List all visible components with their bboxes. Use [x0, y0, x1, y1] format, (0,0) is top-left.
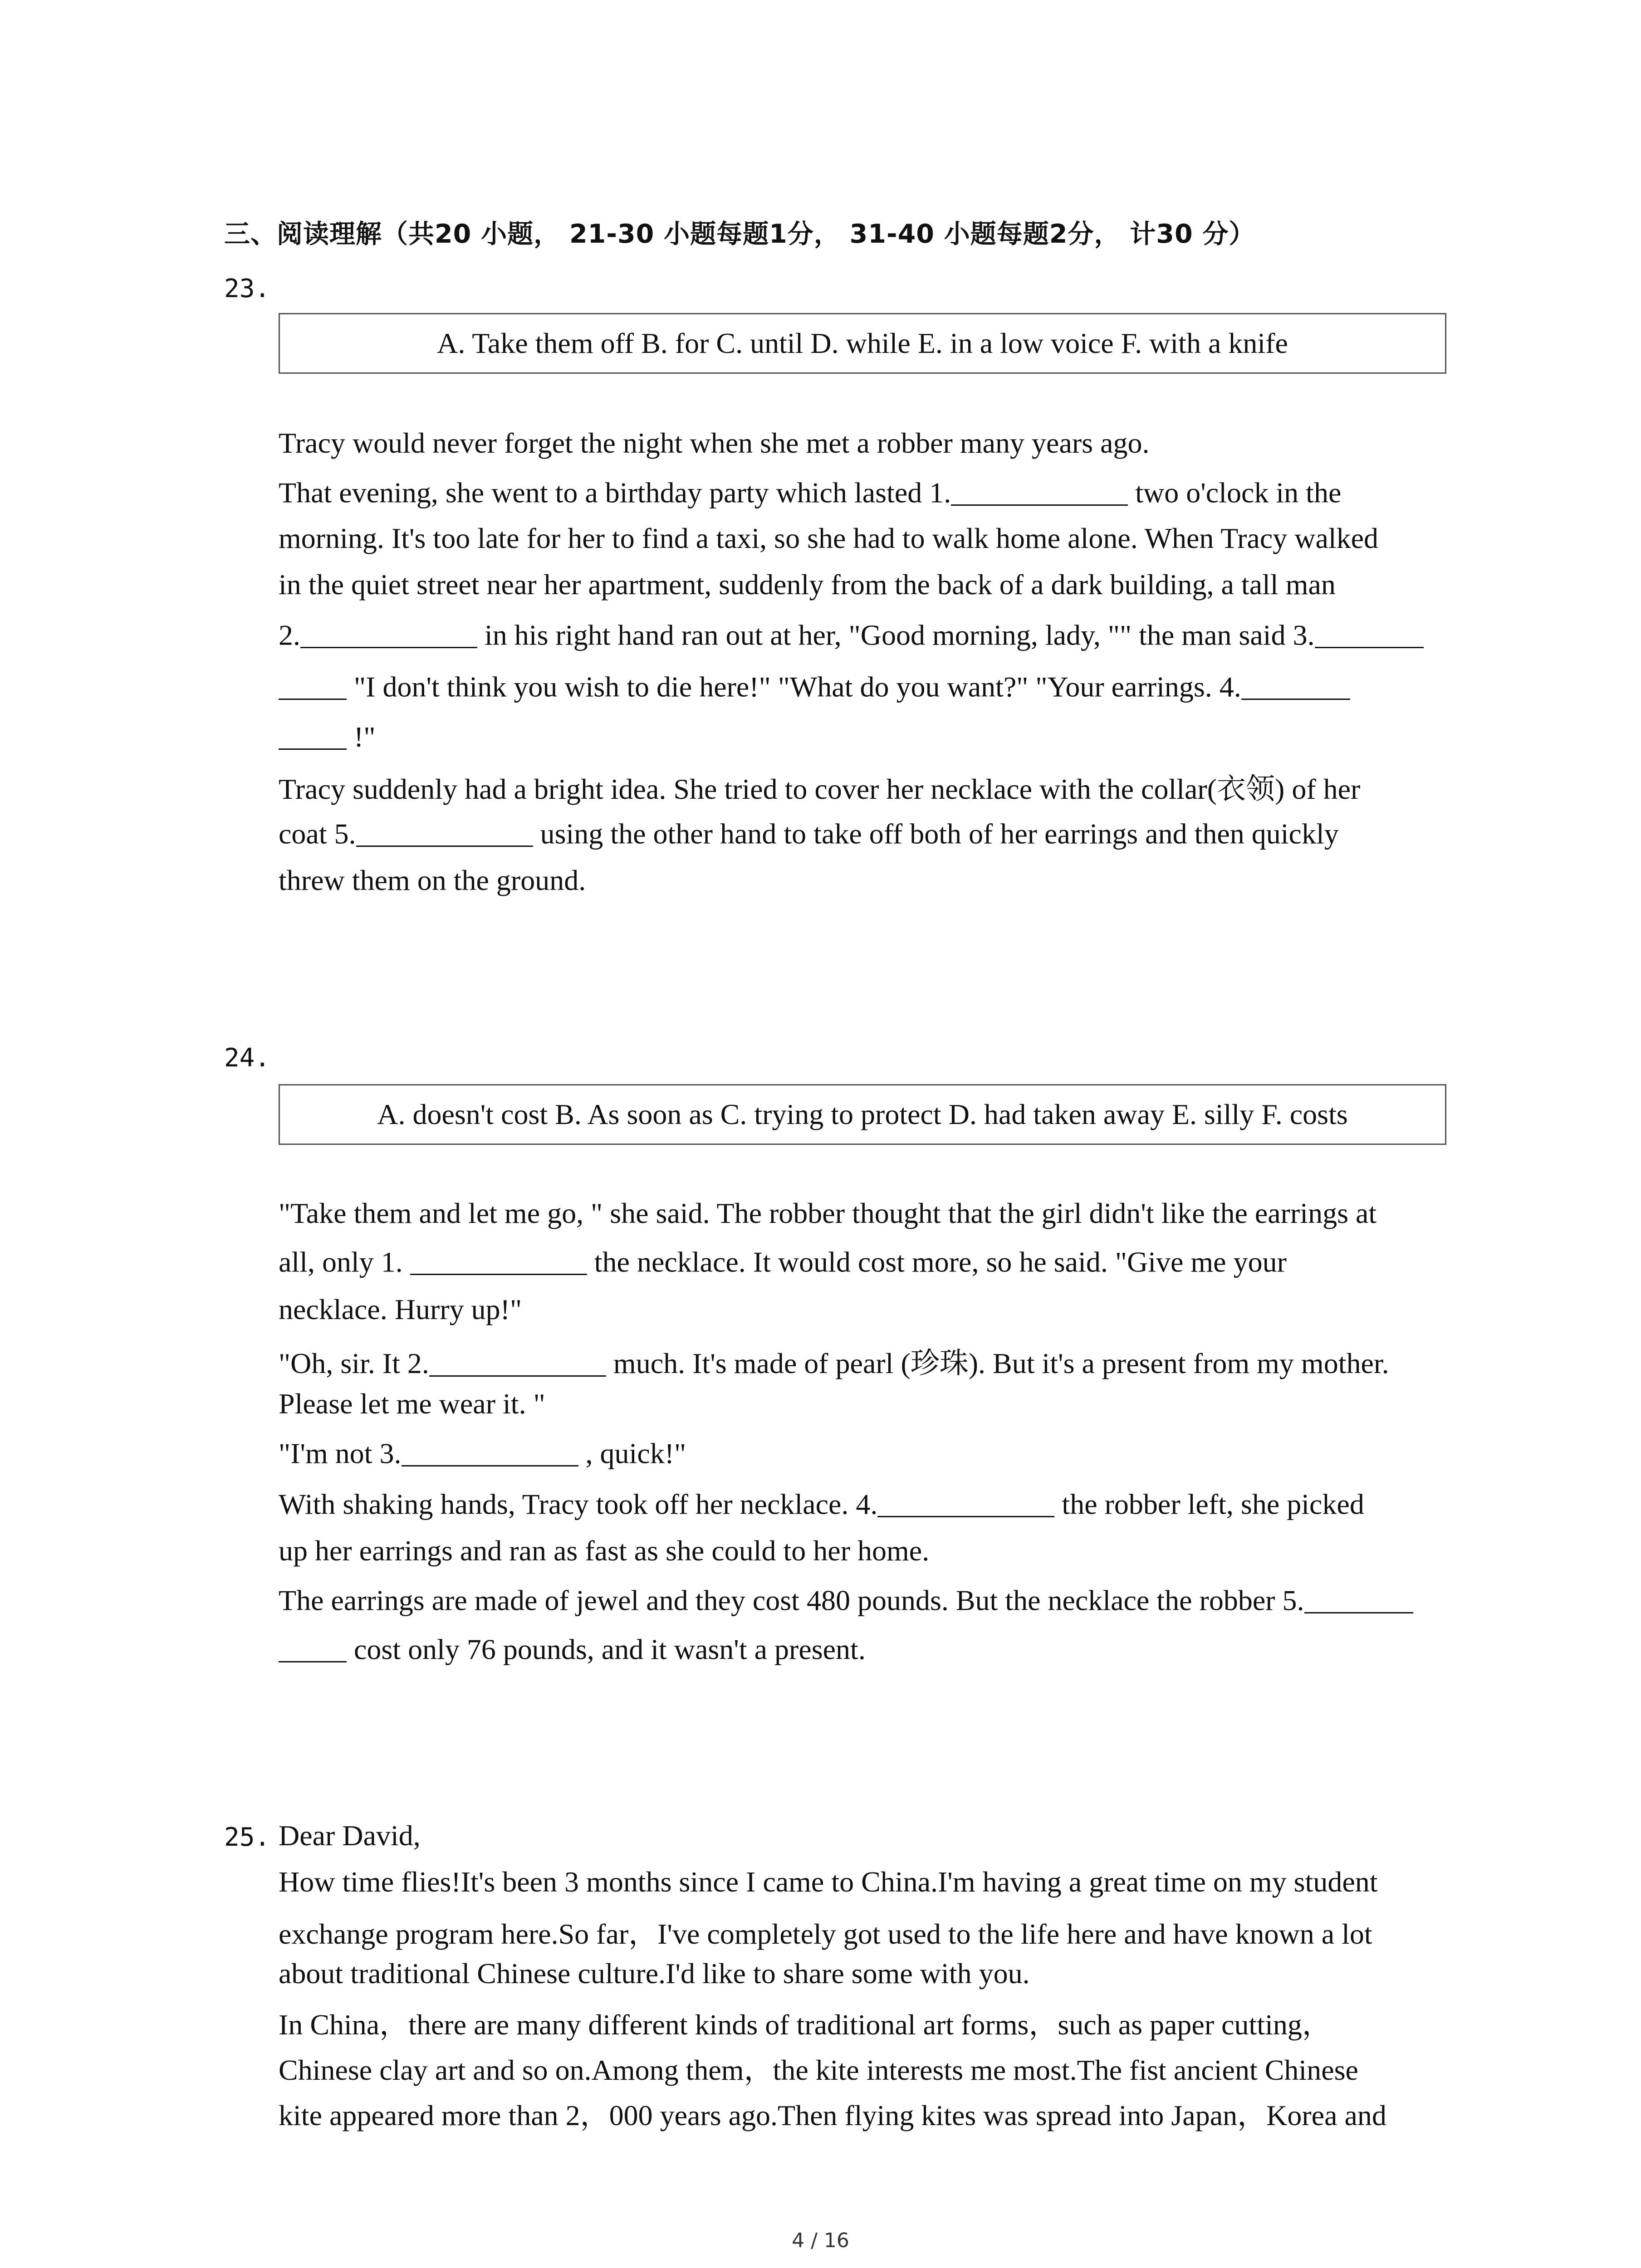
passage-23-line: That evening, she went to a birthday party which lasted 1. two o'clock in the [279, 475, 1341, 509]
page-indicator: 4 / 16 [792, 2229, 849, 2252]
letter-salutation: Dear David, [279, 1819, 421, 1852]
passage-24-line: "Take them and let me go, " she said. The robber thought that the girl didn't like the earrings at [279, 1197, 1377, 1229]
passage-24-line: necklace. Hurry up!" [279, 1293, 522, 1325]
passage-24-line: "I'm not 3. , quick!" [279, 1436, 686, 1470]
answer-blank-23-3-cont[interactable] [279, 670, 347, 700]
answer-blank-23-3[interactable] [1315, 618, 1424, 648]
passage-23-line: "I don't think you wish to die here!" "What do you want?" "Your earrings. 4. [279, 670, 1350, 704]
word-bank-24 [279, 1084, 1446, 1145]
question-number-24: 24. [224, 1043, 270, 1073]
answer-blank-23-2[interactable] [300, 618, 477, 648]
passage-23-line: !" [279, 719, 375, 753]
passage-25-line: How time flies!It's been 3 months since I came to China.I'm having a great time on my student [279, 1866, 1378, 1898]
answer-blank-24-2[interactable] [429, 1346, 606, 1377]
passage-25-line: Chinese clay art and so on.Among them，the kite interests me most.The fist ancient Chinese [279, 2054, 1358, 2086]
passage-23-line: Tracy suddenly had a bright idea. She tried to cover her necklace with the collar(衣领) of her [279, 773, 1361, 805]
passage-24-line: cost only 76 pounds, and it wasn't a present. [279, 1632, 866, 1666]
answer-blank-23-4[interactable] [1241, 670, 1350, 700]
passage-25-line: exchange program here.So far，I've completely got used to the life here and have known a lot [279, 1918, 1372, 1950]
answer-blank-24-5[interactable] [1304, 1583, 1413, 1613]
passage-25-line: kite appeared more than 2，000 years ago.Then flying kites was spread into Japan，Korea and [279, 2099, 1386, 2131]
question-number-23: 23. [224, 274, 270, 303]
passage-23-line: coat 5. using the other hand to take off both of her earrings and then quickly [279, 816, 1339, 850]
passage-24-line: Please let me wear it. " [279, 1388, 545, 1420]
passage-23-line: morning. It's too late for her to find a taxi, so she had to walk home alone. When Tracy walked [279, 522, 1379, 554]
question-number-25: 25. [224, 1823, 270, 1852]
passage-23-line: Tracy would never forget the night when she met a robber many years ago. [279, 427, 1150, 459]
answer-blank-23-4-cont[interactable] [279, 719, 347, 750]
passage-25-line: In China，there are many different kinds of traditional art forms，such as paper cutting， [279, 2009, 1331, 2041]
section-heading: 三、阅读理解（共20 小题， 21-30 小题每题1分， 31-40 小题每题2分， 计30 分） [224, 219, 1255, 249]
word-bank-23-text: A. Take them off B. for C. until D. while E. in a low voice F. with a knife [437, 327, 1288, 359]
passage-23-line: threw them on the ground. [279, 864, 586, 896]
word-bank-23 [279, 313, 1446, 374]
passage-25-line: about traditional Chinese culture.I'd like to share some with you. [279, 1957, 1030, 1989]
passage-24-line: up her earrings and ran as fast as she could to her home. [279, 1535, 930, 1567]
passage-24-line: all, only 1. the necklace. It would cost more, so he said. "Give me your [279, 1245, 1287, 1279]
answer-blank-24-3[interactable] [402, 1436, 578, 1466]
answer-blank-24-5-cont[interactable] [279, 1632, 347, 1662]
passage-23-line: in the quiet street near her apartment, suddenly from the back of a dark building, a tall man [279, 568, 1336, 601]
answer-blank-23-1[interactable] [951, 475, 1128, 506]
passage-24-line: With shaking hands, Tracy took off her necklace. 4. the robber left, she picked [279, 1487, 1364, 1521]
answer-blank-24-4[interactable] [877, 1487, 1054, 1517]
passage-23-line: 2. in his right hand ran out at her, "Good morning, lady, "" the man said 3. [279, 618, 1424, 652]
answer-blank-23-5[interactable] [356, 816, 533, 847]
passage-24-line: The earrings are made of jewel and they cost 480 pounds. But the necklace the robber 5. [279, 1583, 1413, 1617]
word-bank-24-text: A. doesn't cost B. As soon as C. trying to protect D. had taken away E. silly F. costs [377, 1098, 1348, 1130]
answer-blank-24-1[interactable] [410, 1245, 587, 1275]
passage-24-line: "Oh, sir. It 2. much. It's made of pearl (珍珠). But it's a present from my mother. [279, 1340, 1389, 1382]
